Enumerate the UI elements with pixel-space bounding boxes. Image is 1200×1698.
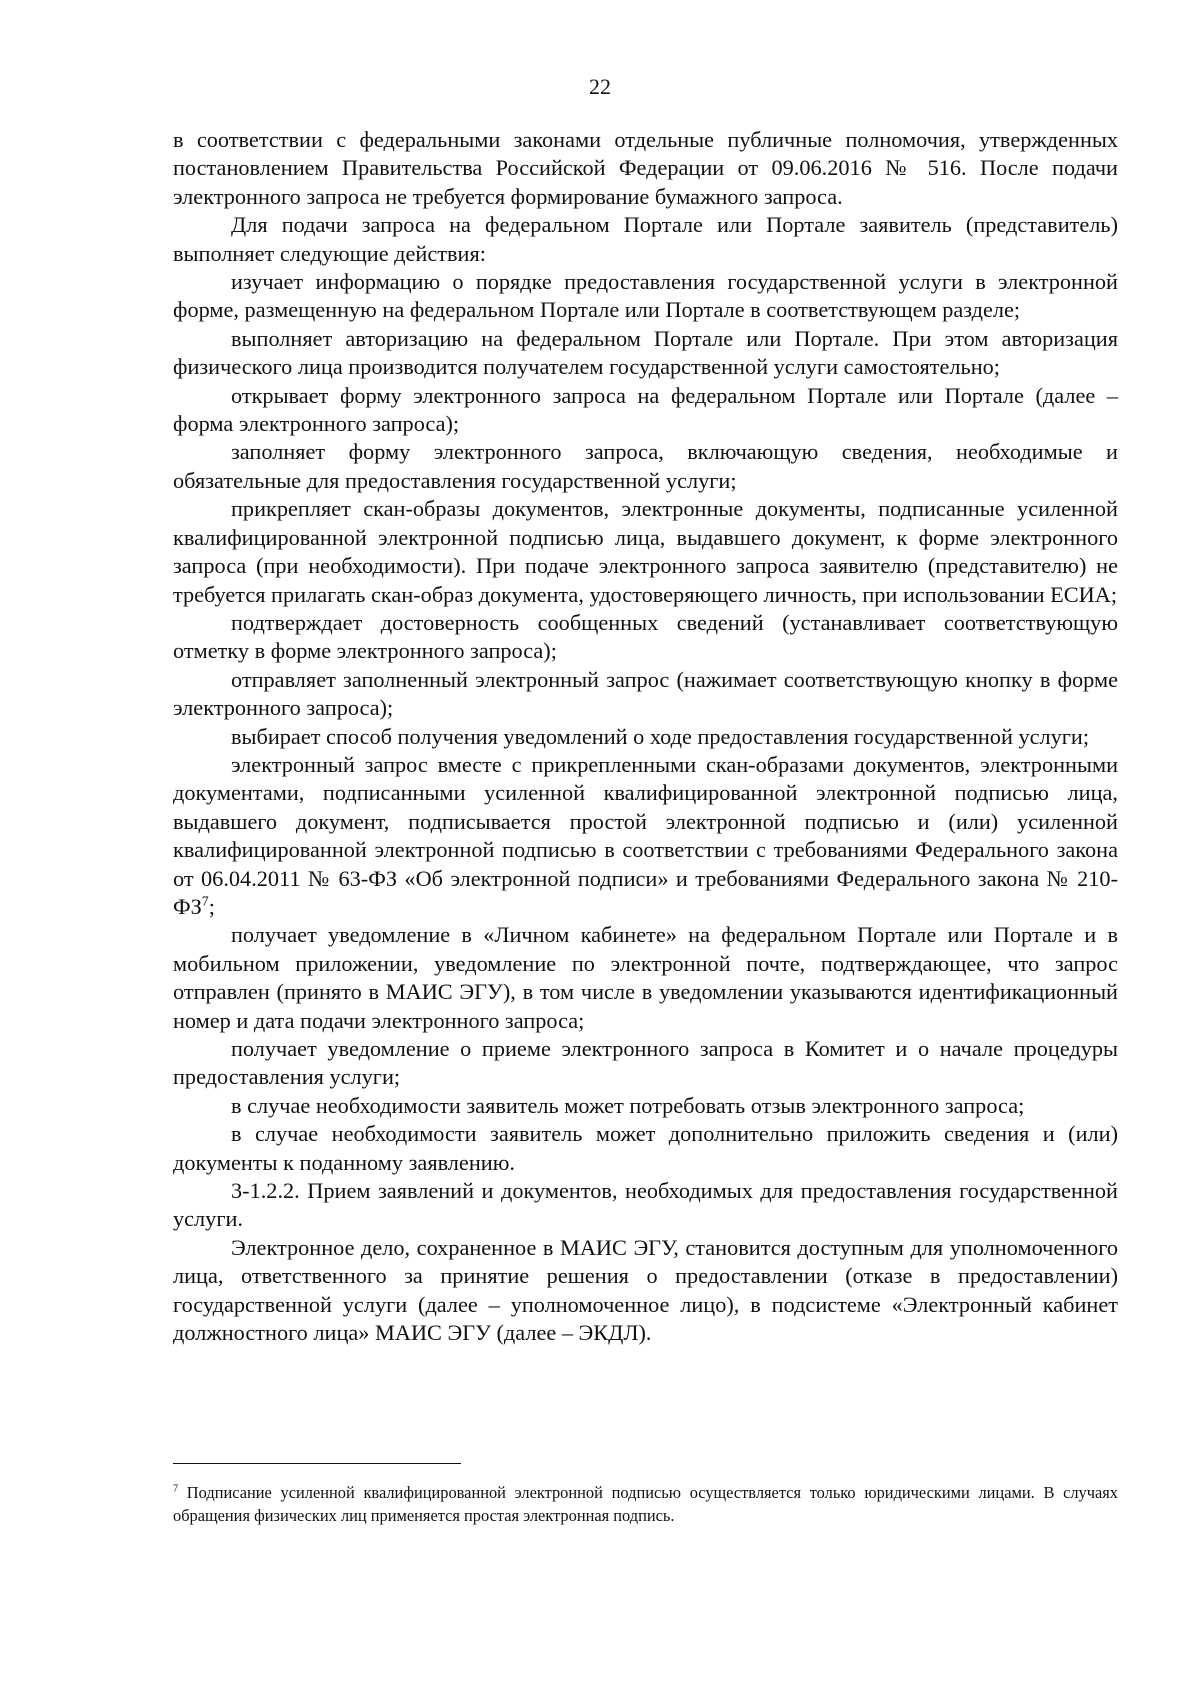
footnote-divider bbox=[173, 1463, 461, 1464]
paragraph: открывает форму электронного запроса на федеральном Портале или Портале (далее – форма электронного запроса); bbox=[173, 382, 1118, 437]
document-body bbox=[173, 126, 1118, 1347]
paragraph: заполняет форму электронного запроса, включающую сведения, необходимые и обязательные для предоставления государственной услуги; bbox=[173, 439, 1118, 493]
footnote-text: Подписание усиленной квалифицированной электронной подписью осуществляется только юридическими лицами. В случаях обращения физических лиц применяется простая электронная подпись. bbox=[173, 1483, 1118, 1525]
paragraph: в соответствии с федеральными законами отдельные публичные полномочия, утвержденных постановлением Правительства Российской Федерации от 09.06.2016 № 516. После подачи электронного запроса не требуется формирование бумажного запроса. bbox=[173, 127, 1118, 209]
footnote-reference[interactable]: 7 bbox=[201, 893, 209, 909]
paragraph: Электронное дело, сохраненное в МАИС ЭГУ, становится доступным для уполномоченного лица, ответственного за принятие решения о предоставлении (отказе в предоставлении) государственной услуги (далее – уполномоченное лицо), в подсистеме «Электронный кабинет должностного лица» МАИС ЭГУ (далее – ЭКДЛ). bbox=[173, 1234, 1118, 1346]
paragraph-with-footnote bbox=[173, 751, 1118, 921]
paragraph: выполняет авторизацию на федеральном Портале или Портале. При этом авторизация физического лица производится получателем государственной услуги самостоятельно; bbox=[173, 325, 1118, 380]
paragraph: отправляет заполненный электронный запрос (нажимает соответствующую кнопку в форме электронного запроса); bbox=[173, 666, 1118, 721]
paragraph: в случае необходимости заявитель может дополнительно приложить сведения и (или) документы к поданному заявлению. bbox=[173, 1121, 1118, 1175]
paragraph: получает уведомление о приеме электронного запроса в Комитет и о начале процедуры предоставления услуги; bbox=[173, 1036, 1118, 1090]
paragraph-suffix: ; bbox=[208, 893, 215, 919]
paragraph: подтверждает достоверность сообщенных сведений (устанавливает соответствующую отметку в форме электронного запроса); bbox=[173, 609, 1118, 664]
page-number: 22 bbox=[589, 74, 611, 99]
section-heading: 3-1.2.2. Прием заявлений и документов, необходимых для предоставления государственной услуги. bbox=[173, 1178, 1118, 1232]
paragraph: прикрепляет скан-образы документов, электронные документы, подписанные усиленной квалифицированной электронной подписью лица, выдавшего документ, к форме электронного запроса (при необходимости). При подаче электронного запроса заявителю (представителю) не требуется прилагать скан-образ документа, удостоверяющего личность, при использовании ЕСИА; bbox=[173, 496, 1118, 607]
footnote-marker: 7 bbox=[173, 1483, 179, 1495]
paragraph: Для подачи запроса на федеральном Портале или Портале заявитель (представитель) выполняет следующие действия: bbox=[173, 212, 1118, 266]
paragraph: в случае необходимости заявитель может потребовать отзыв электронного запроса; bbox=[231, 1092, 1025, 1118]
paragraph: изучает информацию о порядке предоставления государственной услуги в электронной форме, размещенную на федеральном Портале или Портале в соответствующем разделе; bbox=[173, 269, 1118, 323]
footnote-text-block bbox=[173, 1482, 1118, 1527]
paragraph: выбирает способ получения уведомлений о ходе предоставления государственной услуги; bbox=[231, 723, 1090, 749]
paragraph: получает уведомление в «Личном кабинете» на федеральном Портале или Портале и в мобильном приложении, уведомление по электронной почте, подтверждающее, что запрос отправлен (принято в МАИС ЭГУ), в том числе в уведомлении указываются идентификационный номер и дата подачи электронного запроса; bbox=[173, 922, 1118, 1033]
paragraph-text: электронный запрос вместе с прикрепленными скан-образами документов, электронными документами, подписанными усиленной квалифицированной электронной подписью лица, выдавшего документ, подписывается простой электронной подписью и (или) усиленной квалифицированной электронной подписью в соответствии с требованиями Федерального закона от 06.04.2011 № 63-ФЗ «Об электронной подписи» и требованиями Федерального закона № 210-ФЗ bbox=[173, 751, 1118, 919]
footnote bbox=[173, 1482, 1118, 1527]
